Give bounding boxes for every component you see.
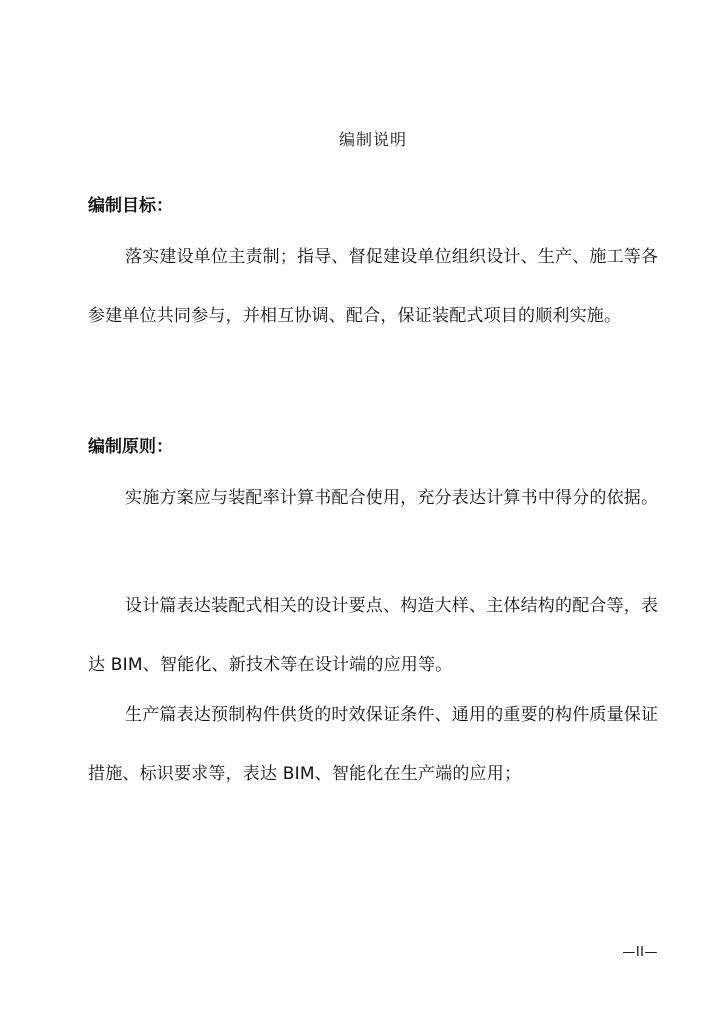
- page-title: 编制说明: [338, 130, 407, 149]
- section-heading-principles: 编制原则：: [88, 437, 173, 457]
- paragraph-principle-3: 生产篇表达预制构件供货的时效保证条件、通用的重要的构件质量保证措施、标识要求等，表达 BIM、智能化在生产端的应用；: [88, 705, 659, 784]
- section-heading-objective: 编制目标：: [88, 196, 173, 216]
- page-number: —II—: [622, 945, 658, 960]
- paragraph-principle-2: 设计篇表达装配式相关的设计要点、构造大样、主体结构的配合等，表达 BIM、智能化、新技术等在设计端的应用等。: [88, 596, 659, 675]
- paragraph-principle-1: 实施方案应与装配率计算书配合使用，充分表达计算书中得分的依据。: [125, 488, 659, 508]
- paragraph-objective: 落实建设单位主责制；指导、督促建设单位组织设计、生产、施工等各参建单位共同参与，并相互协调、配合，保证装配式项目的顺利实施。: [88, 247, 659, 326]
